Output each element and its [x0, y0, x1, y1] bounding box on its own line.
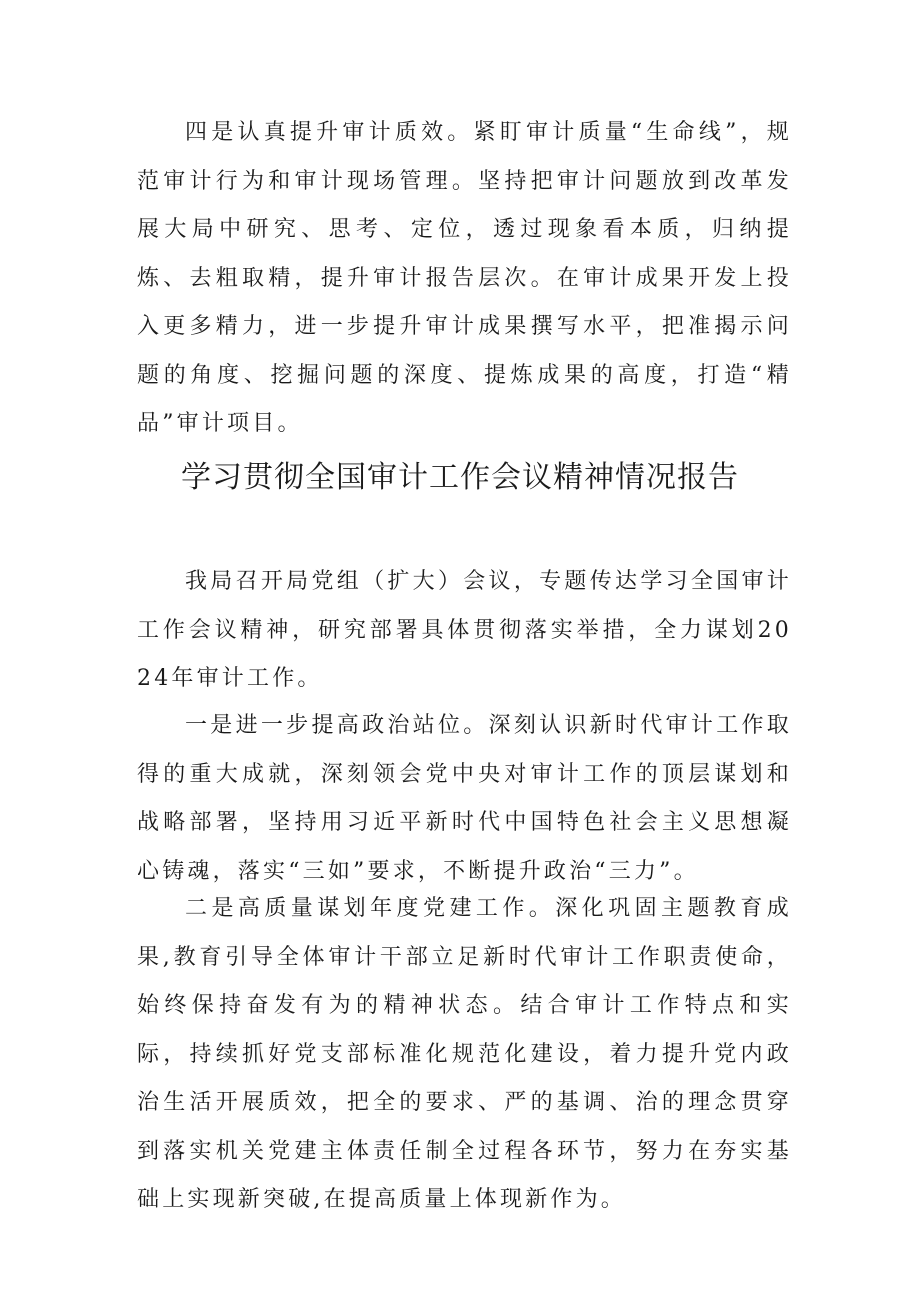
paragraph-political-stance: 一是进一步提高政治站位。深刻认识新时代审计工作取得的重大成就，深刻领会党中央对审计工作的顶层谋划和战略部署，坚持用习近平新时代中国特色社会主义思想凝心铸魂，落实“三如”要求，不断提升政治“三力”。	[137, 713, 792, 884]
paragraph-quality-improvement: 四是认真提升审计质效。紧盯审计质量“生命线”，规范审计行为和审计现场管理。坚持把审计问题放到改革发展大局中研究、思考、定位，透过现象看本质，归纳提炼、去粗取精，提升审计报告层次。在审计成果开发上投入更多精力，进一步提升审计成果撰写水平，把准揭示问题的角度、挖掘问题的深度、提炼成果的高度，打造“精品”审计项目。	[137, 120, 792, 436]
report-title: 学习贯彻全国审计工作会议精神情况报告	[181, 460, 739, 495]
paragraph-intro: 我局召开局党组（扩大）会议，专题传达学习全国审计工作会议精神，研究部署具体贯彻落实举措，全力谋划2024年审计工作。	[137, 569, 792, 691]
paragraph-party-building: 二是高质量谋划年度党建工作。深化巩固主题教育成果,教育引导全体审计干部立足新时代审计工作职责使命，始终保持奋发有为的精神状态。结合审计工作特点和实际，持续抓好党支部标准化规范化建设，着力提升党内政治生活开展质效，把全的要求、严的基调、治的理念贯穿到落实机关党建主体责任制全过程各环节，努力在夯实基础上实现新突破,在提高质量上体现新作为。	[137, 896, 792, 1212]
